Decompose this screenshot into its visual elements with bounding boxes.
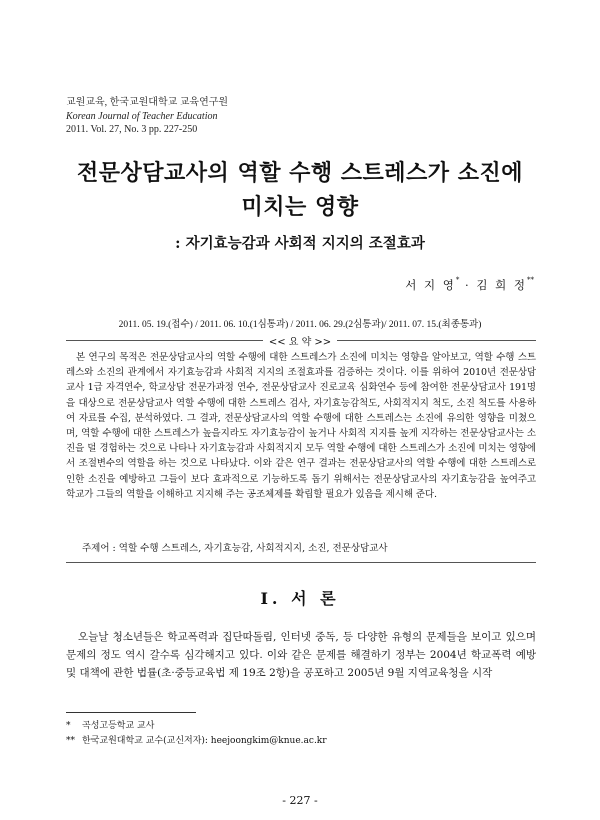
page-number: - 227 - [282, 794, 318, 807]
keywords: 주제어 : 역할 수행 스트레스, 자기효능감, 사회적지지, 소진, 전문상담교사 [82, 543, 388, 554]
footnote-1-text: 곡성고등학교 교사 [82, 721, 155, 731]
paper-title-line-1: 전문상담교사의 역할 수행 스트레스가 소진에 [77, 160, 523, 186]
journal-volume: 2011. Vol. 27, No. 3 pp. 227-250 [66, 124, 198, 135]
paper-subtitle: : 자기효능감과 사회적 지지의 조절효과 [175, 235, 425, 252]
section-heading-introduction: Ⅰ. 서 론 [260, 589, 340, 608]
abstract-heading [0, 333, 600, 348]
footnote-rule [66, 712, 196, 713]
author-list [405, 277, 534, 293]
footnote-2-mark: ** [66, 736, 75, 746]
abstract-label: << 요 약 >> [263, 337, 337, 348]
author-2-mark: ** [527, 276, 534, 284]
author-1: 서 지 영 [405, 278, 456, 292]
journal-info [66, 96, 228, 137]
author-1-mark: * [455, 276, 460, 284]
abstract-bottom-rule [66, 562, 536, 563]
footnote-1 [66, 719, 327, 734]
journal-name-korean: 교원교육, 한국교원대학교 교육연구원 [66, 97, 229, 108]
footnote-2 [66, 734, 327, 749]
footnote-1-mark: * [66, 721, 71, 731]
body-paragraph: 오늘날 청소년들은 학교폭력과 집단따돌림, 인터넷 중독, 등 다양한 유형의 문제들을 보이고 있으며 문제의 정도 역시 갈수록 심각해지고 있다. 이와 같은 문제를 해결하기 정부는 2004년 학교폭력 예방 및 대책에 관한 법률(초·중등교육법 제 19조 2항)을 공포하고 2005년 9월 지역교육청을 시작 [66, 631, 536, 679]
paper-title-line-2: 미치는 영향 [241, 194, 359, 220]
review-dates: 2011. 05. 19.(접수) / 2011. 06. 10.(1심통과) / 2011. 06. 29.(2심통과)/ 2011. 07. 15.(최종통과) [118, 320, 482, 330]
abstract-text: 본 연구의 목적은 전문상담교사의 역할 수행에 대한 스트레스가 소진에 미치는 영향을 알아보고, 역할 수행 스트레스와 소진의 관계에서 자기효능감과 사회적 지지의 조절효과를 검증하는 것이다. 이를 위하여 2010년 전문상담교사 1급 자격연수, 학교상담 전문가과정 연수, 전문상담교사 진로교육 심화연수 등에 참여한 전문상담교사 191명을 대상으로 전문상담교사 역할 수행에 대한 스트레스 검사, 자기효능감척도, 사회적지지 척도, 소진 척도를 사용하여 자료를 수집, 분석하였다. 그 결과, 전문상담교사의 역할 수행에 대한 스트레스는 소진에 유의한 영향을 미쳤으며, 역할 수행에 대한 스트레스가 높을지라도 자기효능감이 높거나 사회적 지지를 높게 지각하는 전문상담교사는 소진을 덜 경험하는 것으로 나타나 자기효능감과 사회적지지 모두 역할 수행에 대한 스트레스가 소진에 미치는 영향에서 조절변수의 역할을 하는 것으로 나타났다. 이와 같은 연구 결과는 전문상담교사의 역할 수행에 대한 스트레스로 인한 소진을 예방하고 그들이 보다 효과적으로 기능하도록 돕기 위해서는 전문상담교사의 자기효능감을 높여주고 학교가 그들의 역할을 이해하고 지지해 주는 공조체제를 확립할 필요가 있음을 제시해 준다. [66, 352, 536, 500]
footnotes [66, 719, 327, 749]
journal-name-english: Korean Journal of Teacher Education [66, 110, 218, 122]
footnote-2-text: 한국교원대학교 교수(교신저자): heejoongkim@knue.ac.kr [82, 736, 327, 746]
author-separator: · [459, 278, 477, 292]
author-2: 김 희 정 [476, 278, 527, 292]
